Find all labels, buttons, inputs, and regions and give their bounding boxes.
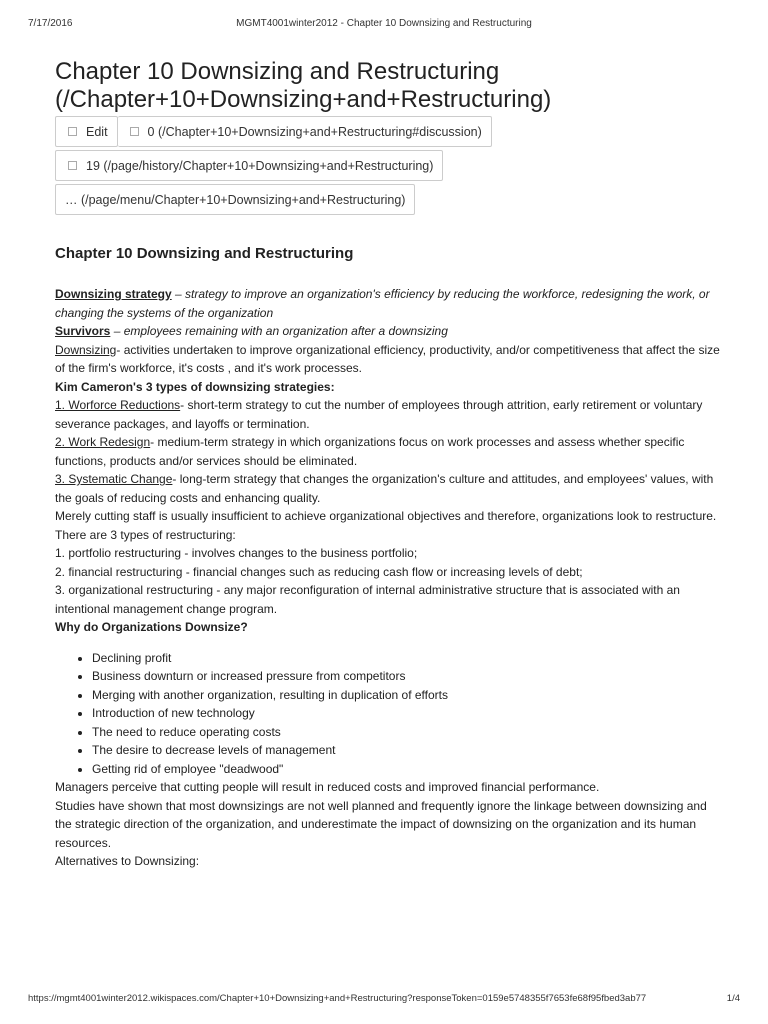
- print-header: [28, 18, 740, 32]
- definition-text: – strategy to improve an organization's efficiency by reducing the workforce, redesigning the work, or changing the systems of the organization: [55, 287, 710, 320]
- strategy-item: [55, 396, 725, 433]
- definitions: [55, 285, 725, 341]
- why-heading-text: Why do Organizations Downsize?: [55, 620, 248, 634]
- restructuring-intro: Merely cutting staff is usually insufficient to achieve organizational objectives and therefore, organizations look to restructure. There are 3 types of restructuring:: [55, 509, 717, 542]
- managers-perceive: Managers perceive that cutting people will result in reduced costs and improved financial performance.: [55, 780, 600, 794]
- restructuring-type: 1. portfolio restructuring - involves changes to the business portfolio;: [55, 546, 418, 560]
- history-button[interactable]: [55, 150, 443, 181]
- list-item: • Introduction of new technology: [92, 704, 725, 723]
- discussion-button-label: 0 (/Chapter+10+Downsizing+and+Restructuring#discussion): [147, 124, 482, 139]
- page-title: [55, 58, 725, 114]
- history-row: [55, 150, 725, 181]
- strategy-text: - medium-term strategy in which organizations focus on work processes and assess whether specific functions, products and/or services should be eliminated.: [55, 435, 685, 468]
- list-item: • The desire to decrease levels of management: [92, 741, 725, 760]
- print-title: MGMT4001winter2012 - Chapter 10 Downsizing and Restructuring: [236, 18, 532, 29]
- discussion-button[interactable]: [118, 116, 492, 147]
- list-item: • Merging with another organization, resulting in duplication of efforts: [92, 686, 725, 705]
- strategy-text: - short-term strategy to cut the number of employees through attrition, early retirement or voluntary severance packages, and layoffs or termination.: [55, 398, 703, 431]
- history-icon: [68, 161, 77, 170]
- restructuring-type: 2. financial restructuring - financial changes such as reducing cash flow or increasing levels of debt;: [55, 564, 583, 579]
- list-item: • Declining profit: [92, 649, 725, 668]
- definition-text: – employees remaining with an organization after a downsizing: [110, 324, 448, 338]
- term-downsizing-strategy: Downsizing strategy: [55, 287, 172, 301]
- list-item: • Getting rid of employee "deadwood": [92, 760, 725, 779]
- studies-paragraph: Studies have shown that most downsizings are not well planned and frequently ignore the linkage between downsizing and the strategic direction of the organization, and underestimate the impact of downsizing on the organization and its human resources.: [55, 798, 707, 850]
- term-downsizing: Downsizing: [55, 342, 117, 357]
- cameron-heading-text: Kim Cameron's 3 types of downsizing strategies:: [55, 379, 335, 394]
- reasons-list: [55, 649, 725, 779]
- strategy-item: [55, 433, 725, 470]
- alternatives-heading: Alternatives to Downsizing:: [55, 854, 200, 868]
- article-heading: Chapter 10 Downsizing and Restructuring: [55, 245, 354, 262]
- print-date: 7/17/2016: [28, 18, 73, 29]
- history-button-label: 19 (/page/history/Chapter+10+Downsizing+and+Restructuring): [86, 158, 434, 173]
- menu-button-label: … (/page/menu/Chapter+10+Downsizing+and+Restructuring): [65, 192, 406, 207]
- cameron-heading: [55, 378, 725, 397]
- edit-button[interactable]: [55, 116, 118, 147]
- comment-icon: [130, 127, 139, 136]
- definition-downsizing-strategy: [55, 285, 725, 322]
- print-footer: [28, 993, 740, 1007]
- strategy-item: [55, 470, 725, 507]
- edit-icon: [68, 127, 77, 136]
- definition-downsizing: [55, 341, 725, 378]
- strategy-term: 2. Work Redesign: [55, 435, 151, 449]
- list-item: • The need to reduce operating costs: [92, 723, 725, 742]
- menu-button[interactable]: [55, 184, 415, 215]
- page-actions-row: [55, 116, 725, 147]
- definition-survivors: [55, 322, 725, 341]
- article-body: [55, 285, 725, 871]
- menu-row: [55, 184, 725, 215]
- page-content: [55, 58, 725, 871]
- restructuring-type: 3. organizational restructuring - any major reconfiguration of internal administrative structure that is associated with an intentional management change program.: [55, 583, 680, 616]
- definition-text: - activities undertaken to improve organizational efficiency, productivity, and/or competitiveness that affect the size of the firm's workforce, it's costs , and it's work processes.: [55, 342, 720, 375]
- page-number: 1/4: [726, 993, 740, 1004]
- page-title-line1: Chapter 10 Downsizing and Restructuring: [55, 58, 500, 85]
- print-url: https://mgmt4001winter2012.wikispaces.com/Chapter+10+Downsizing+and+Restructuring?responseToken=0159e5748355f7653fe68f95fbed3ab77: [28, 993, 647, 1004]
- why-heading: [55, 618, 725, 637]
- edit-button-label: Edit: [86, 124, 108, 139]
- page-title-line2: (/Chapter+10+Downsizing+and+Restructuring): [55, 86, 552, 113]
- list-item: • Business downturn or increased pressure from competitors: [92, 667, 725, 686]
- strategy-term: 3. Systematic Change: [55, 472, 173, 486]
- term-survivors: Survivors: [55, 324, 111, 338]
- strategy-term: 1. Worforce Reductions: [55, 398, 181, 412]
- strategy-text: - long-term strategy that changes the organization's culture and attitudes, and employees' values, with the goals of reducing costs and enhancing quality.: [55, 472, 714, 505]
